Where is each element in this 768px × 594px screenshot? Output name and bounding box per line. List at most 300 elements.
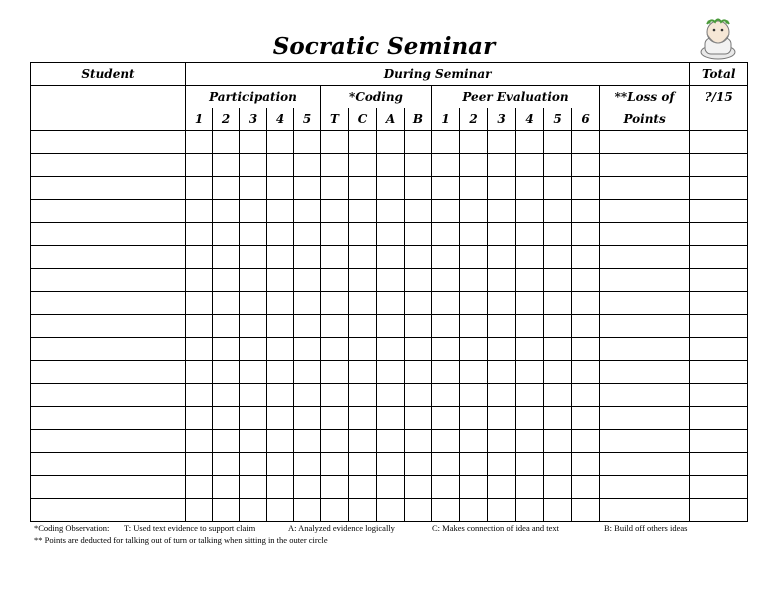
score-cell[interactable] bbox=[572, 223, 600, 246]
student-name-cell[interactable] bbox=[31, 499, 186, 522]
score-cell[interactable] bbox=[516, 338, 544, 361]
score-cell[interactable] bbox=[405, 476, 432, 499]
score-cell[interactable] bbox=[321, 476, 349, 499]
score-cell[interactable] bbox=[544, 154, 572, 177]
score-cell[interactable] bbox=[186, 476, 213, 499]
score-cell[interactable] bbox=[488, 223, 516, 246]
score-cell[interactable] bbox=[600, 499, 690, 522]
score-cell[interactable] bbox=[186, 430, 213, 453]
score-cell[interactable] bbox=[377, 430, 405, 453]
score-cell[interactable] bbox=[186, 131, 213, 154]
score-cell[interactable] bbox=[213, 407, 240, 430]
score-cell[interactable] bbox=[321, 131, 349, 154]
score-cell[interactable] bbox=[600, 292, 690, 315]
score-cell[interactable] bbox=[460, 476, 488, 499]
score-cell[interactable] bbox=[516, 384, 544, 407]
score-cell[interactable] bbox=[432, 269, 460, 292]
student-name-cell[interactable] bbox=[31, 131, 186, 154]
score-cell[interactable] bbox=[240, 223, 267, 246]
score-cell[interactable] bbox=[377, 177, 405, 200]
score-cell[interactable] bbox=[349, 131, 377, 154]
score-cell[interactable] bbox=[690, 338, 748, 361]
score-cell[interactable] bbox=[544, 269, 572, 292]
score-cell[interactable] bbox=[544, 338, 572, 361]
score-cell[interactable] bbox=[240, 407, 267, 430]
score-cell[interactable] bbox=[349, 200, 377, 223]
score-cell[interactable] bbox=[186, 223, 213, 246]
score-cell[interactable] bbox=[213, 246, 240, 269]
score-cell[interactable] bbox=[213, 177, 240, 200]
score-cell[interactable] bbox=[294, 154, 321, 177]
score-cell[interactable] bbox=[572, 407, 600, 430]
score-cell[interactable] bbox=[213, 315, 240, 338]
score-cell[interactable] bbox=[432, 338, 460, 361]
score-cell[interactable] bbox=[460, 361, 488, 384]
score-cell[interactable] bbox=[432, 499, 460, 522]
score-cell[interactable] bbox=[516, 292, 544, 315]
score-cell[interactable] bbox=[600, 177, 690, 200]
score-cell[interactable] bbox=[516, 200, 544, 223]
score-cell[interactable] bbox=[488, 200, 516, 223]
score-cell[interactable] bbox=[460, 499, 488, 522]
score-cell[interactable] bbox=[405, 453, 432, 476]
score-cell[interactable] bbox=[186, 292, 213, 315]
score-cell[interactable] bbox=[460, 430, 488, 453]
score-cell[interactable] bbox=[294, 407, 321, 430]
score-cell[interactable] bbox=[600, 246, 690, 269]
score-cell[interactable] bbox=[294, 499, 321, 522]
score-cell[interactable] bbox=[267, 292, 294, 315]
score-cell[interactable] bbox=[516, 315, 544, 338]
score-cell[interactable] bbox=[213, 384, 240, 407]
score-cell[interactable] bbox=[488, 315, 516, 338]
score-cell[interactable] bbox=[349, 499, 377, 522]
score-cell[interactable] bbox=[516, 361, 544, 384]
student-name-cell[interactable] bbox=[31, 177, 186, 200]
score-cell[interactable] bbox=[488, 476, 516, 499]
score-cell[interactable] bbox=[321, 361, 349, 384]
score-cell[interactable] bbox=[186, 177, 213, 200]
score-cell[interactable] bbox=[432, 292, 460, 315]
score-cell[interactable] bbox=[572, 200, 600, 223]
score-cell[interactable] bbox=[572, 453, 600, 476]
score-cell[interactable] bbox=[321, 223, 349, 246]
score-cell[interactable] bbox=[432, 384, 460, 407]
score-cell[interactable] bbox=[240, 177, 267, 200]
score-cell[interactable] bbox=[294, 269, 321, 292]
score-cell[interactable] bbox=[294, 430, 321, 453]
score-cell[interactable] bbox=[572, 315, 600, 338]
score-cell[interactable] bbox=[349, 384, 377, 407]
score-cell[interactable] bbox=[690, 269, 748, 292]
score-cell[interactable] bbox=[213, 430, 240, 453]
score-cell[interactable] bbox=[349, 453, 377, 476]
score-cell[interactable] bbox=[294, 292, 321, 315]
score-cell[interactable] bbox=[349, 338, 377, 361]
score-cell[interactable] bbox=[544, 200, 572, 223]
score-cell[interactable] bbox=[240, 430, 267, 453]
score-cell[interactable] bbox=[349, 315, 377, 338]
score-cell[interactable] bbox=[432, 315, 460, 338]
score-cell[interactable] bbox=[488, 177, 516, 200]
score-cell[interactable] bbox=[600, 154, 690, 177]
score-cell[interactable] bbox=[377, 361, 405, 384]
score-cell[interactable] bbox=[377, 315, 405, 338]
score-cell[interactable] bbox=[349, 269, 377, 292]
score-cell[interactable] bbox=[600, 407, 690, 430]
score-cell[interactable] bbox=[377, 154, 405, 177]
score-cell[interactable] bbox=[432, 430, 460, 453]
score-cell[interactable] bbox=[690, 499, 748, 522]
score-cell[interactable] bbox=[240, 154, 267, 177]
score-cell[interactable] bbox=[600, 315, 690, 338]
score-cell[interactable] bbox=[432, 407, 460, 430]
score-cell[interactable] bbox=[213, 269, 240, 292]
score-cell[interactable] bbox=[690, 246, 748, 269]
score-cell[interactable] bbox=[544, 223, 572, 246]
score-cell[interactable] bbox=[213, 476, 240, 499]
score-cell[interactable] bbox=[544, 384, 572, 407]
score-cell[interactable] bbox=[294, 315, 321, 338]
score-cell[interactable] bbox=[267, 499, 294, 522]
score-cell[interactable] bbox=[488, 361, 516, 384]
score-cell[interactable] bbox=[405, 338, 432, 361]
student-name-cell[interactable] bbox=[31, 269, 186, 292]
score-cell[interactable] bbox=[321, 177, 349, 200]
score-cell[interactable] bbox=[213, 338, 240, 361]
score-cell[interactable] bbox=[690, 384, 748, 407]
score-cell[interactable] bbox=[488, 131, 516, 154]
score-cell[interactable] bbox=[186, 499, 213, 522]
score-cell[interactable] bbox=[240, 315, 267, 338]
score-cell[interactable] bbox=[460, 269, 488, 292]
student-name-cell[interactable] bbox=[31, 407, 186, 430]
score-cell[interactable] bbox=[240, 499, 267, 522]
score-cell[interactable] bbox=[544, 430, 572, 453]
score-cell[interactable] bbox=[186, 246, 213, 269]
score-cell[interactable] bbox=[321, 430, 349, 453]
score-cell[interactable] bbox=[240, 476, 267, 499]
score-cell[interactable] bbox=[405, 315, 432, 338]
student-name-cell[interactable] bbox=[31, 384, 186, 407]
score-cell[interactable] bbox=[240, 246, 267, 269]
score-cell[interactable] bbox=[405, 246, 432, 269]
score-cell[interactable] bbox=[213, 292, 240, 315]
score-cell[interactable] bbox=[186, 384, 213, 407]
score-cell[interactable] bbox=[267, 430, 294, 453]
score-cell[interactable] bbox=[294, 361, 321, 384]
score-cell[interactable] bbox=[267, 200, 294, 223]
score-cell[interactable] bbox=[349, 476, 377, 499]
score-cell[interactable] bbox=[240, 292, 267, 315]
score-cell[interactable] bbox=[377, 453, 405, 476]
score-cell[interactable] bbox=[488, 407, 516, 430]
score-cell[interactable] bbox=[213, 499, 240, 522]
score-cell[interactable] bbox=[432, 246, 460, 269]
score-cell[interactable] bbox=[321, 315, 349, 338]
score-cell[interactable] bbox=[240, 384, 267, 407]
score-cell[interactable] bbox=[321, 499, 349, 522]
score-cell[interactable] bbox=[377, 131, 405, 154]
score-cell[interactable] bbox=[405, 384, 432, 407]
student-name-cell[interactable] bbox=[31, 338, 186, 361]
score-cell[interactable] bbox=[690, 223, 748, 246]
score-cell[interactable] bbox=[544, 453, 572, 476]
score-cell[interactable] bbox=[460, 453, 488, 476]
score-cell[interactable] bbox=[186, 453, 213, 476]
score-cell[interactable] bbox=[600, 384, 690, 407]
score-cell[interactable] bbox=[321, 200, 349, 223]
score-cell[interactable] bbox=[377, 200, 405, 223]
score-cell[interactable] bbox=[544, 246, 572, 269]
score-cell[interactable] bbox=[544, 177, 572, 200]
student-name-cell[interactable] bbox=[31, 154, 186, 177]
score-cell[interactable] bbox=[349, 292, 377, 315]
score-cell[interactable] bbox=[377, 384, 405, 407]
score-cell[interactable] bbox=[572, 476, 600, 499]
score-cell[interactable] bbox=[377, 499, 405, 522]
score-cell[interactable] bbox=[460, 384, 488, 407]
score-cell[interactable] bbox=[213, 453, 240, 476]
score-cell[interactable] bbox=[377, 292, 405, 315]
score-cell[interactable] bbox=[267, 361, 294, 384]
score-cell[interactable] bbox=[544, 292, 572, 315]
score-cell[interactable] bbox=[186, 315, 213, 338]
student-name-cell[interactable] bbox=[31, 200, 186, 223]
score-cell[interactable] bbox=[488, 453, 516, 476]
score-cell[interactable] bbox=[267, 246, 294, 269]
student-name-cell[interactable] bbox=[31, 361, 186, 384]
score-cell[interactable] bbox=[321, 384, 349, 407]
student-name-cell[interactable] bbox=[31, 453, 186, 476]
score-cell[interactable] bbox=[213, 223, 240, 246]
score-cell[interactable] bbox=[267, 338, 294, 361]
score-cell[interactable] bbox=[488, 154, 516, 177]
score-cell[interactable] bbox=[516, 177, 544, 200]
score-cell[interactable] bbox=[432, 131, 460, 154]
score-cell[interactable] bbox=[572, 154, 600, 177]
score-cell[interactable] bbox=[460, 223, 488, 246]
score-cell[interactable] bbox=[267, 131, 294, 154]
score-cell[interactable] bbox=[240, 269, 267, 292]
score-cell[interactable] bbox=[377, 476, 405, 499]
score-cell[interactable] bbox=[516, 453, 544, 476]
student-name-cell[interactable] bbox=[31, 476, 186, 499]
score-cell[interactable] bbox=[432, 476, 460, 499]
score-cell[interactable] bbox=[377, 269, 405, 292]
score-cell[interactable] bbox=[600, 476, 690, 499]
score-cell[interactable] bbox=[405, 407, 432, 430]
score-cell[interactable] bbox=[690, 407, 748, 430]
score-cell[interactable] bbox=[460, 246, 488, 269]
score-cell[interactable] bbox=[267, 407, 294, 430]
score-cell[interactable] bbox=[240, 200, 267, 223]
score-cell[interactable] bbox=[377, 338, 405, 361]
score-cell[interactable] bbox=[405, 292, 432, 315]
score-cell[interactable] bbox=[321, 407, 349, 430]
score-cell[interactable] bbox=[294, 476, 321, 499]
score-cell[interactable] bbox=[267, 223, 294, 246]
score-cell[interactable] bbox=[213, 154, 240, 177]
score-cell[interactable] bbox=[213, 361, 240, 384]
score-cell[interactable] bbox=[349, 361, 377, 384]
score-cell[interactable] bbox=[405, 200, 432, 223]
student-name-cell[interactable] bbox=[31, 430, 186, 453]
score-cell[interactable] bbox=[600, 338, 690, 361]
score-cell[interactable] bbox=[240, 338, 267, 361]
score-cell[interactable] bbox=[377, 246, 405, 269]
score-cell[interactable] bbox=[267, 154, 294, 177]
score-cell[interactable] bbox=[432, 361, 460, 384]
score-cell[interactable] bbox=[267, 384, 294, 407]
score-cell[interactable] bbox=[544, 315, 572, 338]
score-cell[interactable] bbox=[488, 384, 516, 407]
score-cell[interactable] bbox=[572, 292, 600, 315]
score-cell[interactable] bbox=[516, 476, 544, 499]
score-cell[interactable] bbox=[267, 177, 294, 200]
score-cell[interactable] bbox=[516, 269, 544, 292]
score-cell[interactable] bbox=[488, 338, 516, 361]
score-cell[interactable] bbox=[186, 200, 213, 223]
score-cell[interactable] bbox=[460, 407, 488, 430]
score-cell[interactable] bbox=[460, 200, 488, 223]
score-cell[interactable] bbox=[405, 154, 432, 177]
score-cell[interactable] bbox=[572, 269, 600, 292]
score-cell[interactable] bbox=[690, 361, 748, 384]
score-cell[interactable] bbox=[267, 453, 294, 476]
score-cell[interactable] bbox=[690, 200, 748, 223]
score-cell[interactable] bbox=[294, 246, 321, 269]
score-cell[interactable] bbox=[690, 292, 748, 315]
score-cell[interactable] bbox=[488, 269, 516, 292]
score-cell[interactable] bbox=[690, 315, 748, 338]
score-cell[interactable] bbox=[516, 154, 544, 177]
score-cell[interactable] bbox=[544, 499, 572, 522]
score-cell[interactable] bbox=[600, 223, 690, 246]
score-cell[interactable] bbox=[213, 131, 240, 154]
score-cell[interactable] bbox=[460, 154, 488, 177]
score-cell[interactable] bbox=[690, 177, 748, 200]
score-cell[interactable] bbox=[432, 177, 460, 200]
score-cell[interactable] bbox=[377, 407, 405, 430]
score-cell[interactable] bbox=[186, 269, 213, 292]
score-cell[interactable] bbox=[405, 269, 432, 292]
score-cell[interactable] bbox=[349, 223, 377, 246]
score-cell[interactable] bbox=[267, 476, 294, 499]
score-cell[interactable] bbox=[572, 430, 600, 453]
student-name-cell[interactable] bbox=[31, 246, 186, 269]
score-cell[interactable] bbox=[690, 476, 748, 499]
score-cell[interactable] bbox=[349, 154, 377, 177]
student-name-cell[interactable] bbox=[31, 223, 186, 246]
score-cell[interactable] bbox=[186, 361, 213, 384]
score-cell[interactable] bbox=[321, 154, 349, 177]
score-cell[interactable] bbox=[690, 430, 748, 453]
score-cell[interactable] bbox=[516, 246, 544, 269]
score-cell[interactable] bbox=[405, 499, 432, 522]
score-cell[interactable] bbox=[349, 430, 377, 453]
score-cell[interactable] bbox=[321, 269, 349, 292]
score-cell[interactable] bbox=[544, 476, 572, 499]
score-cell[interactable] bbox=[349, 407, 377, 430]
student-name-cell[interactable] bbox=[31, 315, 186, 338]
score-cell[interactable] bbox=[321, 246, 349, 269]
score-cell[interactable] bbox=[267, 315, 294, 338]
score-cell[interactable] bbox=[460, 131, 488, 154]
score-cell[interactable] bbox=[488, 499, 516, 522]
score-cell[interactable] bbox=[488, 246, 516, 269]
score-cell[interactable] bbox=[544, 131, 572, 154]
score-cell[interactable] bbox=[240, 361, 267, 384]
score-cell[interactable] bbox=[690, 453, 748, 476]
score-cell[interactable] bbox=[432, 223, 460, 246]
score-cell[interactable] bbox=[186, 338, 213, 361]
score-cell[interactable] bbox=[460, 292, 488, 315]
score-cell[interactable] bbox=[294, 338, 321, 361]
score-cell[interactable] bbox=[321, 292, 349, 315]
score-cell[interactable] bbox=[544, 407, 572, 430]
score-cell[interactable] bbox=[186, 154, 213, 177]
score-cell[interactable] bbox=[349, 246, 377, 269]
score-cell[interactable] bbox=[432, 154, 460, 177]
score-cell[interactable] bbox=[516, 499, 544, 522]
score-cell[interactable] bbox=[516, 407, 544, 430]
score-cell[interactable] bbox=[600, 361, 690, 384]
score-cell[interactable] bbox=[349, 177, 377, 200]
score-cell[interactable] bbox=[405, 223, 432, 246]
score-cell[interactable] bbox=[516, 223, 544, 246]
score-cell[interactable] bbox=[240, 131, 267, 154]
score-cell[interactable] bbox=[405, 430, 432, 453]
score-cell[interactable] bbox=[600, 269, 690, 292]
score-cell[interactable] bbox=[690, 131, 748, 154]
score-cell[interactable] bbox=[572, 338, 600, 361]
score-cell[interactable] bbox=[516, 430, 544, 453]
score-cell[interactable] bbox=[405, 177, 432, 200]
score-cell[interactable] bbox=[460, 338, 488, 361]
score-cell[interactable] bbox=[294, 384, 321, 407]
score-cell[interactable] bbox=[294, 200, 321, 223]
score-cell[interactable] bbox=[690, 154, 748, 177]
score-cell[interactable] bbox=[240, 453, 267, 476]
score-cell[interactable] bbox=[572, 384, 600, 407]
score-cell[interactable] bbox=[294, 223, 321, 246]
score-cell[interactable] bbox=[600, 453, 690, 476]
score-cell[interactable] bbox=[321, 338, 349, 361]
score-cell[interactable] bbox=[544, 361, 572, 384]
score-cell[interactable] bbox=[488, 430, 516, 453]
score-cell[interactable] bbox=[267, 269, 294, 292]
score-cell[interactable] bbox=[294, 453, 321, 476]
score-cell[interactable] bbox=[572, 131, 600, 154]
score-cell[interactable] bbox=[432, 200, 460, 223]
score-cell[interactable] bbox=[213, 200, 240, 223]
score-cell[interactable] bbox=[572, 246, 600, 269]
score-cell[interactable] bbox=[432, 453, 460, 476]
score-cell[interactable] bbox=[405, 131, 432, 154]
score-cell[interactable] bbox=[294, 177, 321, 200]
score-cell[interactable] bbox=[460, 177, 488, 200]
score-cell[interactable] bbox=[377, 223, 405, 246]
score-cell[interactable] bbox=[488, 292, 516, 315]
score-cell[interactable] bbox=[600, 430, 690, 453]
score-cell[interactable] bbox=[572, 499, 600, 522]
score-cell[interactable] bbox=[186, 407, 213, 430]
score-cell[interactable] bbox=[321, 453, 349, 476]
score-cell[interactable] bbox=[516, 131, 544, 154]
score-cell[interactable] bbox=[600, 200, 690, 223]
score-cell[interactable] bbox=[460, 315, 488, 338]
